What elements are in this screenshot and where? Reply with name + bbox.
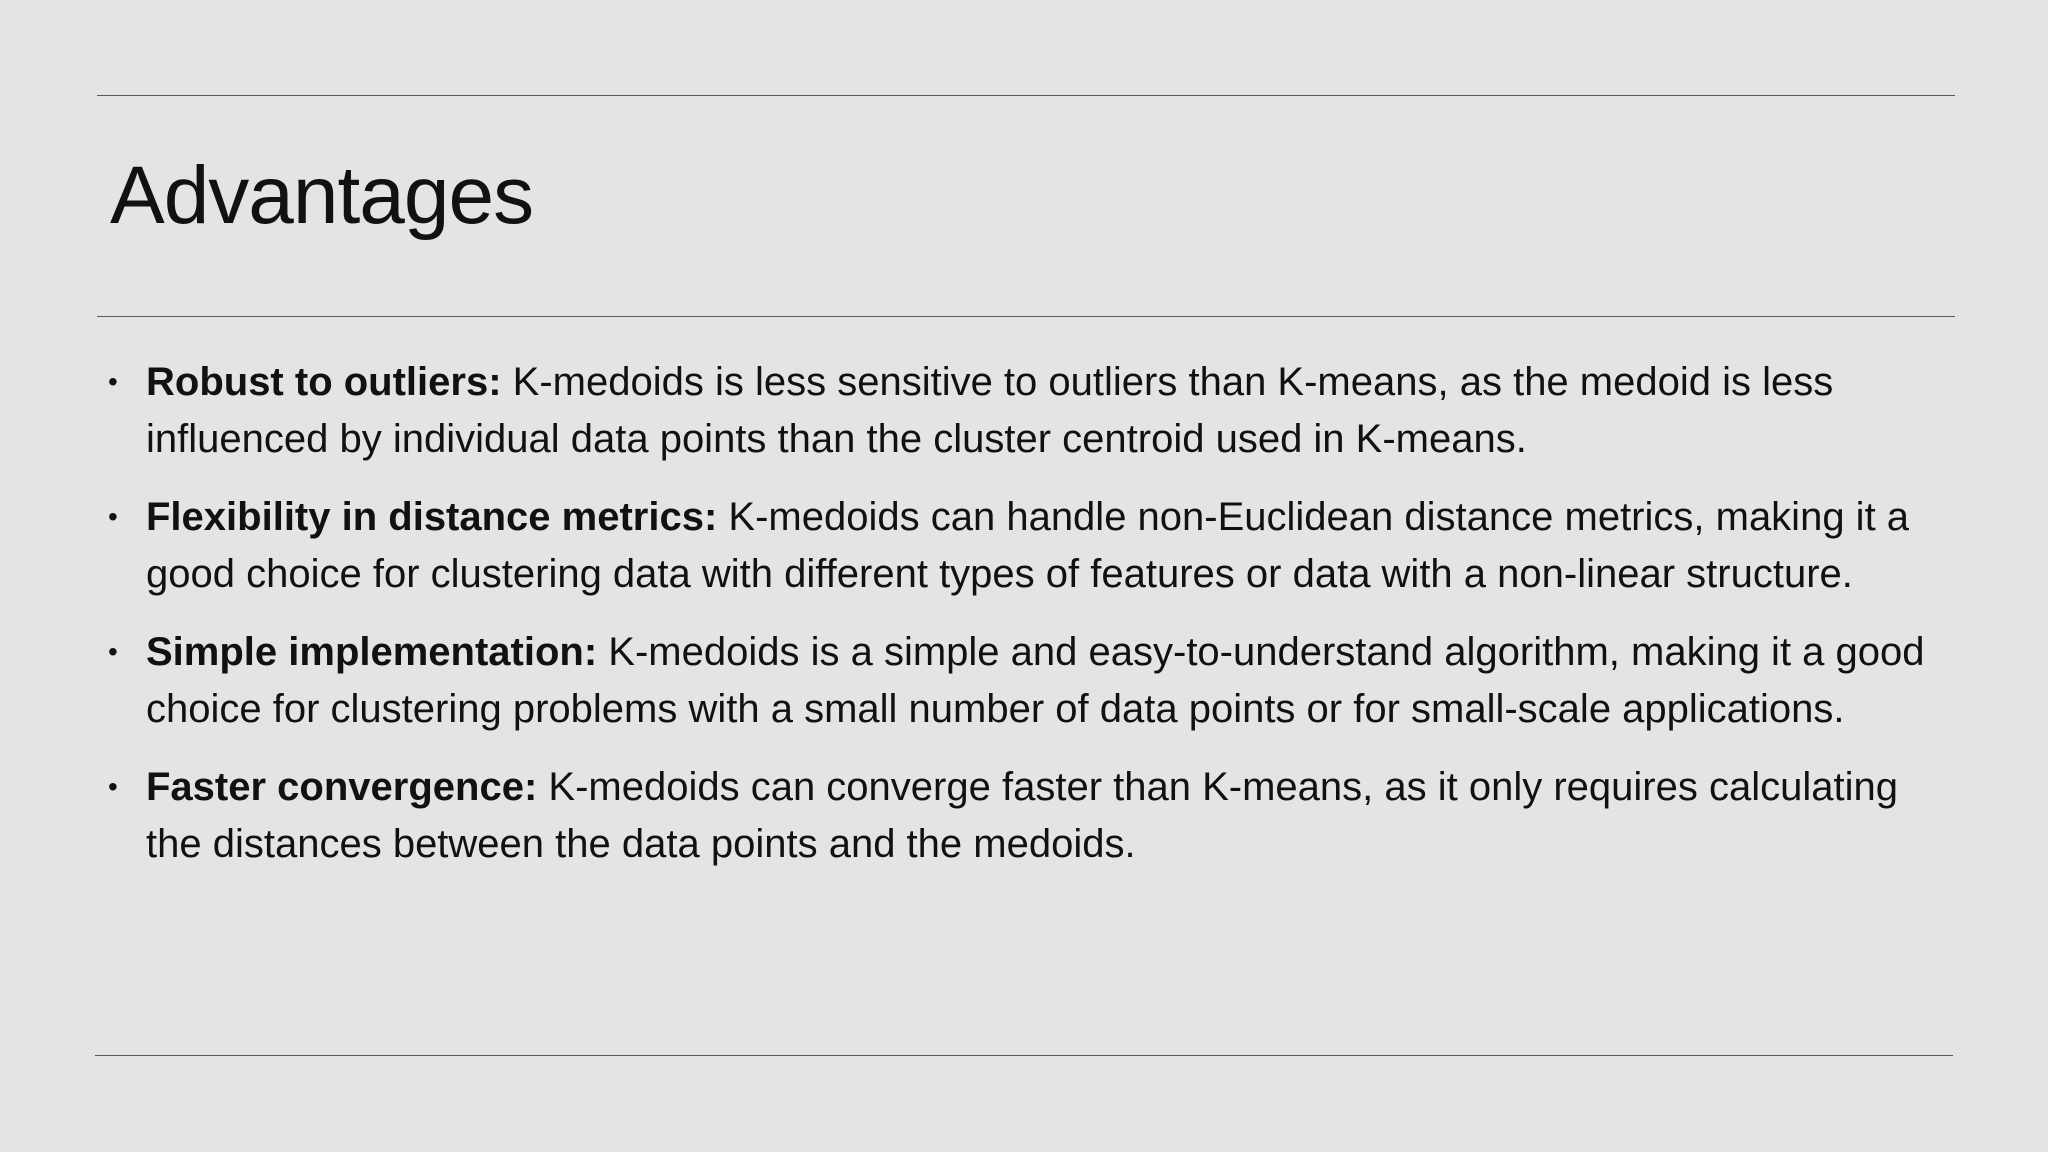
bullet-text: K-medoids is a simple and easy-to-understand algorithm, making it a good choice for clustering problems with a small number of data points or for small-scale applications. xyxy=(146,630,1925,731)
bullet-text: K-medoids can converge faster than K-means, as it only requires calculating the distances between the data points and the medoids. xyxy=(146,765,1898,866)
bullet-text: K-medoids can handle non-Euclidean distance metrics, making it a good choice for clustering data with different types of features or data with a non-linear structure. xyxy=(146,495,1910,596)
bullet-text: K-medoids is less sensitive to outliers than K-means, as the medoid is less influenced by individual data points than the cluster centroid used in K-means. xyxy=(146,360,1834,461)
bullet-term: Flexibility in distance metrics: xyxy=(146,495,718,539)
title-divider xyxy=(97,316,1955,317)
bullet-term: Robust to outliers: xyxy=(146,360,502,404)
bullet-dot-icon: • xyxy=(108,636,118,667)
bullet-dot-icon: • xyxy=(108,771,118,802)
bullet-item-robust-to-outliers xyxy=(108,354,1958,467)
bullet-list xyxy=(108,354,1958,894)
bullet-item-faster-convergence xyxy=(108,759,1958,872)
bullet-term: Faster convergence: xyxy=(146,765,538,809)
bullet-dot-icon: • xyxy=(108,501,118,532)
bullet-dot-icon: • xyxy=(108,366,118,397)
bottom-divider xyxy=(95,1055,1953,1056)
top-divider xyxy=(97,95,1955,96)
slide-title: Advantages xyxy=(110,150,534,241)
bullet-term: Simple implementation: xyxy=(146,630,598,674)
bullet-item-flexibility xyxy=(108,489,1958,602)
bullet-item-simple-implementation xyxy=(108,624,1958,737)
